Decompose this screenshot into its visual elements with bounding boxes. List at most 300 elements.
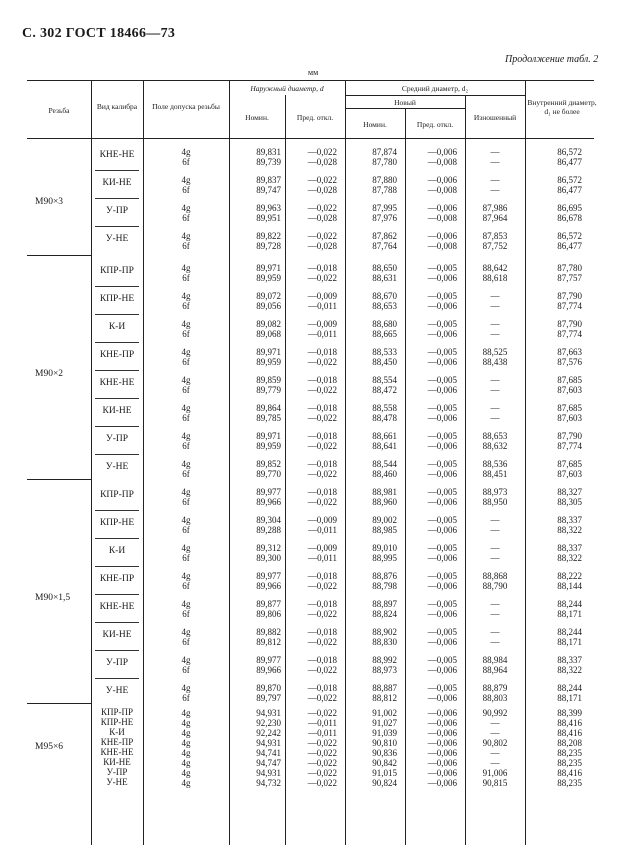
- pitch-nominal: 88,450: [372, 357, 397, 367]
- outer-nominal: 89,779: [256, 385, 281, 395]
- worn-pitch: —: [490, 553, 500, 563]
- pitch-nominal: 87,880: [372, 175, 397, 185]
- inner-diameter: 88,305: [557, 497, 582, 507]
- gauge-type: У-НЕ: [105, 234, 129, 244]
- outer-nominal: 89,877: [256, 599, 281, 609]
- worn-pitch: 88,803: [482, 693, 508, 703]
- thread-designation: M90×3: [35, 197, 64, 207]
- outer-nominal: 89,304: [256, 515, 281, 525]
- outer-nominal: 89,951: [256, 213, 281, 223]
- pitch-nominal: 88,650: [372, 263, 397, 273]
- worn-pitch: 88,632: [482, 441, 508, 451]
- pitch-deviation: —0,006: [427, 738, 457, 748]
- outer-nominal: 89,806: [256, 609, 281, 619]
- tolerance-field: 6f: [182, 329, 190, 339]
- inner-diameter: 86,572: [557, 175, 582, 185]
- tolerance-field: 4g: [181, 708, 191, 718]
- gauge-type: КПР-ПР: [100, 490, 134, 500]
- pitch-deviation: —0,005: [427, 263, 457, 273]
- pitch-nominal: 88,973: [372, 665, 397, 675]
- gauge-type: КНЕ-ПР: [100, 737, 134, 747]
- outer-nominal: 89,977: [256, 655, 281, 665]
- pitch-nominal: 90,836: [372, 748, 397, 758]
- gauge-row-divider: [95, 286, 139, 287]
- gauge-type: КНЕ-НЕ: [99, 378, 135, 388]
- gauge-type: КИ-НЕ: [102, 406, 132, 416]
- tolerance-field: 6f: [182, 525, 190, 535]
- pitch-deviation: —0,008: [427, 185, 457, 195]
- outer-nominal: 89,797: [256, 693, 281, 703]
- pitch-deviation: —0,006: [427, 748, 457, 758]
- thread-designation: M90×1,5: [35, 593, 71, 603]
- outer-nominal: 94,931: [256, 768, 281, 778]
- pitch-nominal: 90,842: [372, 758, 397, 768]
- tolerance-field: 4g: [181, 738, 191, 748]
- outer-nominal: 89,859: [256, 375, 281, 385]
- header-outer-diameter: Наружный диаметр, d: [250, 84, 324, 93]
- outer-deviation: —0,011: [308, 718, 337, 728]
- page-header: С. 302 ГОСТ 18466—73: [22, 26, 176, 41]
- pitch-deviation: —0,005: [427, 291, 457, 301]
- pitch-nominal: 88,653: [372, 301, 397, 311]
- outer-deviation: —0,009: [307, 319, 337, 329]
- worn-pitch: —: [490, 525, 500, 535]
- inner-diameter: 87,774: [557, 301, 582, 311]
- outer-deviation: —0,022: [307, 147, 337, 157]
- pitch-deviation: —0,005: [427, 403, 457, 413]
- tolerance-field: 6f: [182, 301, 190, 311]
- gauge-row-divider: [95, 454, 139, 455]
- inner-diameter: 88,244: [557, 683, 582, 693]
- worn-pitch: —: [490, 718, 500, 728]
- pitch-nominal: 88,887: [372, 683, 397, 693]
- tolerance-field: 6f: [182, 581, 190, 591]
- pitch-nominal: 88,981: [372, 487, 397, 497]
- col-line-5: [345, 80, 346, 845]
- col-line-3: [229, 80, 230, 845]
- tolerance-field: 6f: [182, 385, 190, 395]
- worn-pitch: 90,992: [482, 708, 508, 718]
- col-line-1: [91, 80, 92, 845]
- outer-deviation: —0,018: [307, 571, 337, 581]
- outer-deviation: —0,022: [307, 738, 337, 748]
- outer-nominal: 89,959: [256, 273, 281, 283]
- pitch-nominal: 88,544: [372, 459, 397, 469]
- outer-deviation: —0,022: [307, 748, 337, 758]
- gauge-type: КНЕ-НЕ: [99, 150, 135, 160]
- outer-deviation: —0,018: [307, 403, 337, 413]
- inner-diameter: 86,695: [557, 203, 582, 213]
- inner-diameter: 88,337: [557, 655, 582, 665]
- pitch-nominal: 88,558: [372, 403, 397, 413]
- gauge-row-divider: [95, 622, 139, 623]
- pitch-nominal: 88,992: [372, 655, 397, 665]
- tolerance-field: 4g: [181, 403, 191, 413]
- pitch-nominal: 88,460: [372, 469, 397, 479]
- pitch-nominal: 91,039: [372, 728, 397, 738]
- pitch-nominal: 88,985: [372, 525, 397, 535]
- tolerance-field: 6f: [182, 357, 190, 367]
- tolerance-field: 6f: [182, 553, 190, 563]
- gauge-row-divider: [95, 426, 139, 427]
- inner-diameter: 88,171: [557, 637, 582, 647]
- worn-pitch: 88,964: [482, 665, 508, 675]
- outer-nominal: 94,931: [256, 738, 281, 748]
- group-rule-1: [27, 255, 91, 256]
- pitch-nominal: 88,824: [372, 609, 397, 619]
- tolerance-field: 4g: [181, 431, 191, 441]
- outer-deviation: —0,018: [307, 459, 337, 469]
- gauge-type: КНЕ-НЕ: [99, 602, 135, 612]
- tolerance-field: 6f: [182, 637, 190, 647]
- inner-diameter: 87,576: [557, 357, 582, 367]
- tolerance-field: 4g: [181, 375, 191, 385]
- outer-nominal: 89,971: [256, 347, 281, 357]
- pitch-deviation: —0,006: [427, 329, 457, 339]
- pitch-deviation: —0,006: [427, 273, 457, 283]
- pitch-deviation: —0,006: [427, 441, 457, 451]
- worn-pitch: —: [490, 385, 500, 395]
- gauge-type: КПР-НЕ: [99, 518, 135, 528]
- inner-diameter: 87,603: [557, 385, 582, 395]
- inner-diameter: 88,322: [557, 525, 582, 535]
- tolerance-field: 4g: [181, 718, 191, 728]
- gauge-type: КИ-НЕ: [102, 178, 132, 188]
- pitch-deviation: —0,005: [427, 431, 457, 441]
- header-inner-diameter: Внутренний диаметр, d₁ не более: [527, 98, 597, 116]
- inner-diameter: 87,663: [557, 347, 582, 357]
- outer-nominal: 94,747: [256, 758, 281, 768]
- worn-pitch: —: [490, 728, 500, 738]
- pitch-deviation: —0,006: [427, 385, 457, 395]
- inner-diameter: 87,603: [557, 413, 582, 423]
- worn-pitch: —: [490, 627, 500, 637]
- pitch-nominal: 88,902: [372, 627, 397, 637]
- header-gauge-type: Вид калибра: [96, 102, 138, 111]
- pitch-nominal: 88,960: [372, 497, 397, 507]
- gauge-row-divider: [95, 398, 139, 399]
- outer-nominal: 89,822: [256, 231, 281, 241]
- pitch-deviation: —0,006: [427, 301, 457, 311]
- outer-deviation: —0,028: [307, 157, 337, 167]
- pitch-deviation: —0,006: [427, 609, 457, 619]
- pitch-nominal: 89,002: [372, 515, 397, 525]
- pitch-deviation: —0,005: [427, 347, 457, 357]
- inner-diameter: 87,757: [557, 273, 582, 283]
- pitch-deviation: —0,006: [427, 175, 457, 185]
- inner-diameter: 88,416: [557, 768, 582, 778]
- outer-nominal: 89,966: [256, 665, 281, 675]
- inner-diameter: 88,235: [557, 778, 582, 788]
- outer-deviation: —0,022: [307, 469, 337, 479]
- worn-pitch: 88,525: [482, 347, 508, 357]
- outer-nominal: 89,747: [256, 185, 281, 195]
- worn-pitch: 88,642: [482, 263, 508, 273]
- outer-nominal: 89,300: [256, 553, 281, 563]
- worn-pitch: —: [490, 301, 500, 311]
- table-header-rule: [27, 138, 594, 139]
- worn-pitch: —: [490, 291, 500, 301]
- pitch-nominal: 87,764: [372, 241, 397, 251]
- outer-nominal: 89,963: [256, 203, 281, 213]
- outer-deviation: —0,009: [307, 291, 337, 301]
- outer-deviation: —0,022: [307, 609, 337, 619]
- worn-pitch: 88,536: [482, 459, 508, 469]
- inner-diameter: 88,144: [557, 581, 582, 591]
- outer-nominal: 89,971: [256, 431, 281, 441]
- outer-nominal: 94,741: [256, 748, 281, 758]
- header-pitch-deviation: Пред. откл.: [416, 120, 454, 129]
- gauge-type: КПР-НЕ: [99, 294, 135, 304]
- gauge-type: К-И: [108, 322, 126, 332]
- inner-diameter: 88,222: [557, 571, 582, 581]
- outer-nominal: 89,864: [256, 403, 281, 413]
- pitch-deviation: —0,006: [427, 708, 457, 718]
- inner-diameter: 88,171: [557, 609, 582, 619]
- outer-deviation: —0,022: [307, 175, 337, 185]
- pitch-deviation: —0,006: [427, 778, 457, 788]
- tolerance-field: 4g: [181, 599, 191, 609]
- worn-pitch: 87,964: [482, 213, 508, 223]
- worn-pitch: —: [490, 375, 500, 385]
- outer-deviation: —0,022: [307, 665, 337, 675]
- pitch-nominal: 88,472: [372, 385, 397, 395]
- inner-diameter: 87,790: [557, 319, 582, 329]
- inner-diameter: 88,208: [557, 738, 582, 748]
- outer-deviation: —0,028: [307, 185, 337, 195]
- tolerance-field: 4g: [181, 347, 191, 357]
- worn-pitch: 88,653: [482, 431, 508, 441]
- outer-nominal: 89,739: [256, 157, 281, 167]
- inner-diameter: 88,244: [557, 599, 582, 609]
- inner-diameter: 87,790: [557, 291, 582, 301]
- worn-pitch: 87,752: [482, 241, 508, 251]
- pitch-deviation: —0,006: [427, 768, 457, 778]
- worn-pitch: 88,984: [482, 655, 508, 665]
- inner-diameter: 88,416: [557, 728, 582, 738]
- pitch-nominal: 88,876: [372, 571, 397, 581]
- unit-label: мм: [308, 68, 319, 77]
- tolerance-field: 4g: [181, 487, 191, 497]
- pitch-deviation: —0,006: [427, 581, 457, 591]
- gauge-type: КПР-НЕ: [100, 717, 134, 727]
- outer-deviation: —0,022: [307, 385, 337, 395]
- gauge-type: К-И: [109, 727, 125, 737]
- outer-nominal: 89,971: [256, 263, 281, 273]
- outer-deviation: —0,022: [307, 693, 337, 703]
- worn-pitch: 88,618: [482, 273, 508, 283]
- group-rule-2: [27, 479, 91, 480]
- worn-pitch: —: [490, 609, 500, 619]
- gauge-row-divider: [95, 510, 139, 511]
- pitch-deviation: —0,005: [427, 627, 457, 637]
- pitch-nominal: 88,830: [372, 637, 397, 647]
- tolerance-field: 4g: [181, 728, 191, 738]
- pitch-deviation: —0,006: [427, 758, 457, 768]
- worn-pitch: 90,815: [482, 778, 508, 788]
- pitch-deviation: —0,006: [427, 728, 457, 738]
- inner-diameter: 87,685: [557, 403, 582, 413]
- pitch-deviation: —0,006: [427, 525, 457, 535]
- inner-diameter: 86,477: [557, 185, 582, 195]
- worn-pitch: —: [490, 515, 500, 525]
- gauge-type: КНЕ-ПР: [99, 350, 135, 360]
- header-pitch-diameter: Средний диаметр, d₂: [401, 84, 469, 93]
- tolerance-field: 6f: [182, 213, 190, 223]
- gauge-row-divider: [95, 170, 139, 171]
- outer-nominal: 92,242: [256, 728, 281, 738]
- outer-deviation: —0,022: [307, 708, 337, 718]
- inner-diameter: 88,244: [557, 627, 582, 637]
- outer-nominal: 89,977: [256, 571, 281, 581]
- outer-nominal: 89,977: [256, 487, 281, 497]
- outer-nominal: 89,056: [256, 301, 281, 311]
- worn-pitch: —: [490, 147, 500, 157]
- table-top-rule: [27, 80, 594, 81]
- gauge-row-divider: [95, 594, 139, 595]
- inner-diameter: 88,337: [557, 515, 582, 525]
- gauge-row-divider: [95, 650, 139, 651]
- tolerance-field: 6f: [182, 609, 190, 619]
- thread-designation: M90×2: [35, 369, 64, 379]
- worn-pitch: —: [490, 175, 500, 185]
- outer-deviation: —0,009: [307, 515, 337, 525]
- pitch-nominal: 88,995: [372, 553, 397, 563]
- outer-deviation: —0,018: [307, 683, 337, 693]
- pitch-nominal: 88,798: [372, 581, 397, 591]
- worn-pitch: —: [490, 637, 500, 647]
- pitch-deviation: —0,006: [427, 203, 457, 213]
- inner-diameter: 88,235: [557, 758, 582, 768]
- pitch-nominal: 89,010: [372, 543, 397, 553]
- pitch-nominal: 87,788: [372, 185, 397, 195]
- gauge-type: КНЕ-ПР: [99, 574, 135, 584]
- worn-pitch: 88,868: [482, 571, 508, 581]
- pitch-deviation: —0,006: [427, 413, 457, 423]
- tolerance-field: 4g: [181, 758, 191, 768]
- outer-nominal: 89,312: [256, 543, 281, 553]
- outer-deviation: —0,022: [307, 357, 337, 367]
- tolerance-field: 4g: [181, 263, 191, 273]
- inner-diameter: 86,477: [557, 157, 582, 167]
- worn-pitch: 88,451: [482, 469, 508, 479]
- tolerance-field: 6f: [182, 665, 190, 675]
- tolerance-field: 4g: [181, 203, 191, 213]
- pitch-deviation: —0,006: [427, 147, 457, 157]
- gauge-type: У-ПР: [105, 658, 129, 668]
- col-line-6: [405, 108, 406, 845]
- tolerance-field: 6f: [182, 157, 190, 167]
- outer-deviation: —0,011: [308, 728, 337, 738]
- gauge-type: К-И: [108, 546, 126, 556]
- gauge-row-divider: [95, 678, 139, 679]
- inner-diameter: 87,774: [557, 441, 582, 451]
- outer-deviation: —0,018: [307, 627, 337, 637]
- outer-deviation: —0,022: [307, 273, 337, 283]
- inner-diameter: 86,572: [557, 147, 582, 157]
- gauge-type: КИ-НЕ: [102, 630, 132, 640]
- col-line-4: [285, 95, 286, 845]
- pitch-deviation: —0,005: [427, 571, 457, 581]
- pitch-nominal: 88,641: [372, 441, 397, 451]
- gauge-type: КНЕ-НЕ: [100, 747, 134, 757]
- worn-pitch: —: [490, 185, 500, 195]
- pitch-deviation: —0,005: [427, 487, 457, 497]
- tolerance-field: 4g: [181, 459, 191, 469]
- pitch-deviation: —0,005: [427, 375, 457, 385]
- pitch-nominal: 87,976: [372, 213, 397, 223]
- pitch-deviation: —0,008: [427, 213, 457, 223]
- worn-pitch: —: [490, 157, 500, 167]
- outer-nominal: 89,812: [256, 637, 281, 647]
- inner-diameter: 88,327: [557, 487, 582, 497]
- tolerance-field: 6f: [182, 413, 190, 423]
- tolerance-field: 4g: [181, 543, 191, 553]
- inner-diameter: 88,322: [557, 553, 582, 563]
- pitch-nominal: 88,680: [372, 319, 397, 329]
- outer-nominal: 89,288: [256, 525, 281, 535]
- outer-nominal: 89,966: [256, 497, 281, 507]
- worn-pitch: —: [490, 413, 500, 423]
- outer-deviation: —0,018: [307, 599, 337, 609]
- header-worn: Изношенный: [473, 113, 517, 122]
- pitch-deviation: —0,005: [427, 515, 457, 525]
- outer-deviation: —0,009: [307, 543, 337, 553]
- gauge-type: У-НЕ: [106, 777, 128, 787]
- gauge-row-divider: [95, 566, 139, 567]
- tolerance-field: 4g: [181, 778, 191, 788]
- outer-deviation: —0,018: [307, 375, 337, 385]
- pitch-deviation: —0,005: [427, 683, 457, 693]
- worn-pitch: —: [490, 543, 500, 553]
- gauge-row-divider: [95, 538, 139, 539]
- pitch-nominal: 87,995: [372, 203, 397, 213]
- outer-deviation: —0,018: [307, 487, 337, 497]
- pitch-deviation: —0,005: [427, 459, 457, 469]
- inner-diameter: 88,322: [557, 665, 582, 675]
- outer-deviation: —0,022: [307, 637, 337, 647]
- table-continuation: Продолжение табл. 2: [505, 54, 599, 65]
- worn-pitch: 87,853: [482, 231, 508, 241]
- outer-deviation: —0,018: [307, 347, 337, 357]
- tolerance-field: 4g: [181, 231, 191, 241]
- pitch-nominal: 87,874: [372, 147, 397, 157]
- outer-deviation: —0,011: [308, 525, 337, 535]
- gauge-type: У-НЕ: [105, 686, 129, 696]
- gauge-row-divider: [95, 314, 139, 315]
- worn-pitch: 90,802: [482, 738, 508, 748]
- worn-pitch: —: [490, 599, 500, 609]
- worn-pitch: 88,438: [482, 357, 508, 367]
- pitch-deviation: —0,005: [427, 319, 457, 329]
- worn-pitch: —: [490, 758, 500, 768]
- worn-pitch: —: [490, 748, 500, 758]
- gauge-row-divider: [95, 342, 139, 343]
- gauge-type: У-ПР: [105, 206, 129, 216]
- thread-designation: M95×6: [35, 742, 64, 752]
- pitch-nominal: 88,897: [372, 599, 397, 609]
- tolerance-field: 4g: [181, 683, 191, 693]
- pitch-deviation: —0,006: [427, 357, 457, 367]
- header-pitch-nominal: Номин.: [363, 120, 387, 129]
- tolerance-field: 6f: [182, 693, 190, 703]
- pitch-nominal: 87,780: [372, 157, 397, 167]
- outer-deviation: —0,011: [308, 301, 337, 311]
- outer-nominal: 89,072: [256, 291, 281, 301]
- worn-pitch: —: [490, 329, 500, 339]
- header-outer-deviation: Пред. откл.: [296, 113, 334, 122]
- pitch-deviation: —0,006: [427, 231, 457, 241]
